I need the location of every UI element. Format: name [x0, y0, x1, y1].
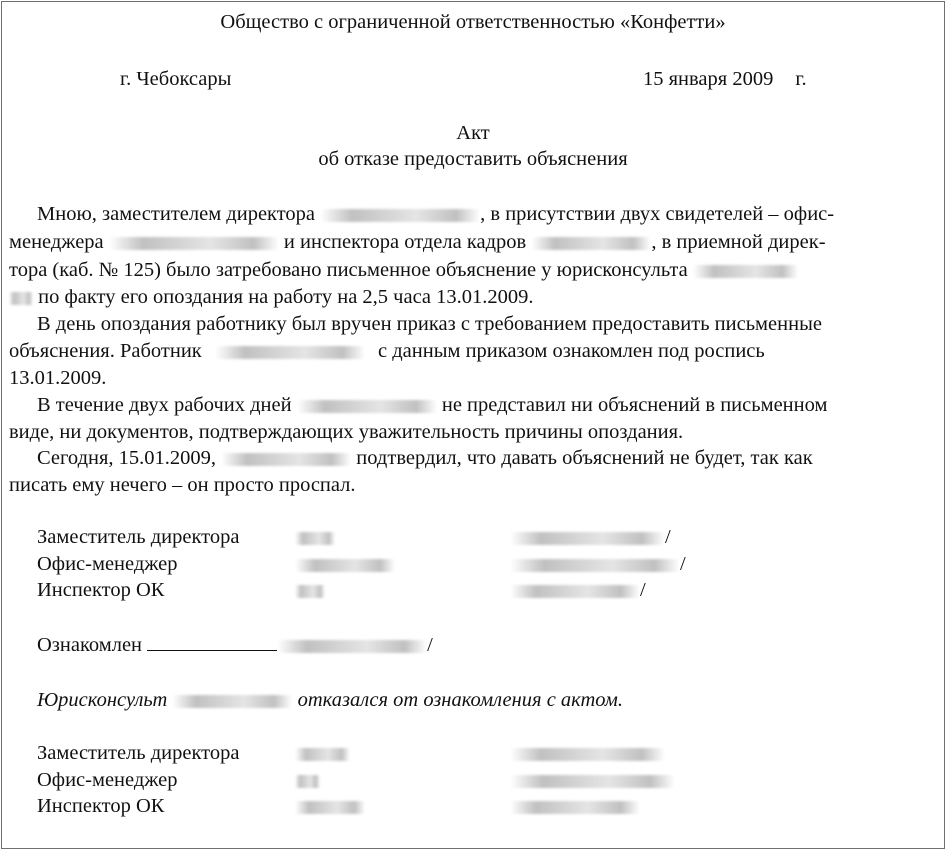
paragraph-3-line-1: В течение двух рабочих дней не представил ни объяснений в письменном: [37, 394, 828, 416]
signature-mark: [295, 793, 365, 819]
redacted-name: [221, 453, 351, 466]
signature-mark: [295, 767, 320, 793]
signature-role: Инспектор ОК: [37, 795, 165, 817]
document-subtitle: об отказе предоставить объяснения: [318, 148, 628, 170]
signature-name: [510, 740, 665, 766]
signature-name: /: [510, 524, 671, 550]
paragraph-4-line-2: писать ему нечего – он просто проспал.: [9, 474, 356, 496]
signature-role: Заместитель директора: [37, 526, 240, 548]
redacted-name: [109, 237, 279, 250]
redacted-name: [693, 265, 798, 278]
document-page: [1, 1, 945, 849]
redacted-name: [172, 695, 292, 708]
redacted-name: [9, 292, 33, 305]
redacted-name: [531, 237, 651, 250]
paragraph-1-line-2: менеджера и инспектора отдела кадров , в приемной дирек-: [9, 231, 826, 253]
paragraph-2-line-1: В день опоздания работнику был вручен приказ с требованием предоставить письменные: [37, 313, 822, 335]
signature-role: Заместитель директора: [37, 742, 240, 764]
redacted-name: [215, 346, 365, 359]
signature-name: [510, 793, 640, 819]
redacted-name: [297, 400, 437, 413]
city: г. Чебоксары: [120, 68, 232, 90]
paragraph-2-line-2: объяснения. Работник с данным приказом ознакомлен под роспись: [9, 340, 765, 362]
signature-mark: [295, 740, 350, 766]
paragraph-2-line-3: 13.01.2009.: [9, 367, 107, 389]
signature-mark: [295, 577, 325, 603]
paragraph-4-line-1: Сегодня, 15.01.2009, подтвердил, что давать объяснений не будет, так как: [37, 447, 813, 469]
paragraph-1-line-3: тора (каб. № 125) было затребовано письменное объяснение у юрисконсульта: [9, 257, 936, 283]
signature-name: /: [510, 577, 646, 603]
acknowledged-line: Ознакомлен /: [37, 634, 433, 656]
signature-mark: [295, 551, 395, 577]
document-date: 15 января 2009 г.: [643, 68, 807, 90]
paragraph-1-line-4: по факту его опоздания на работу на 2,5 часа 13.01.2009.: [9, 284, 534, 310]
signature-mark: [295, 524, 335, 550]
redacted-name: [320, 209, 480, 222]
document-title: Акт: [456, 122, 490, 144]
signature-role: Офис-менеджер: [37, 553, 178, 575]
paragraph-3-line-2: виде, ни документов, подтверждающих уважительность причины опоздания.: [9, 421, 684, 443]
signature-role: Инспектор ОК: [37, 579, 165, 601]
signature-name: [510, 767, 675, 793]
organization-name: Общество с ограниченной ответственностью «Конфетти»: [220, 11, 726, 33]
signature-role: Офис-менеджер: [37, 769, 178, 791]
signature-name: /: [510, 551, 686, 577]
signature-blank: [147, 632, 277, 651]
refusal-note: Юрисконсульт отказался от ознакомления с актом.: [37, 689, 623, 711]
redacted-name: [277, 640, 427, 653]
paragraph-1-line-1: Мною, заместителем директора , в присутствии двух свидетелей – офис-: [37, 203, 835, 225]
